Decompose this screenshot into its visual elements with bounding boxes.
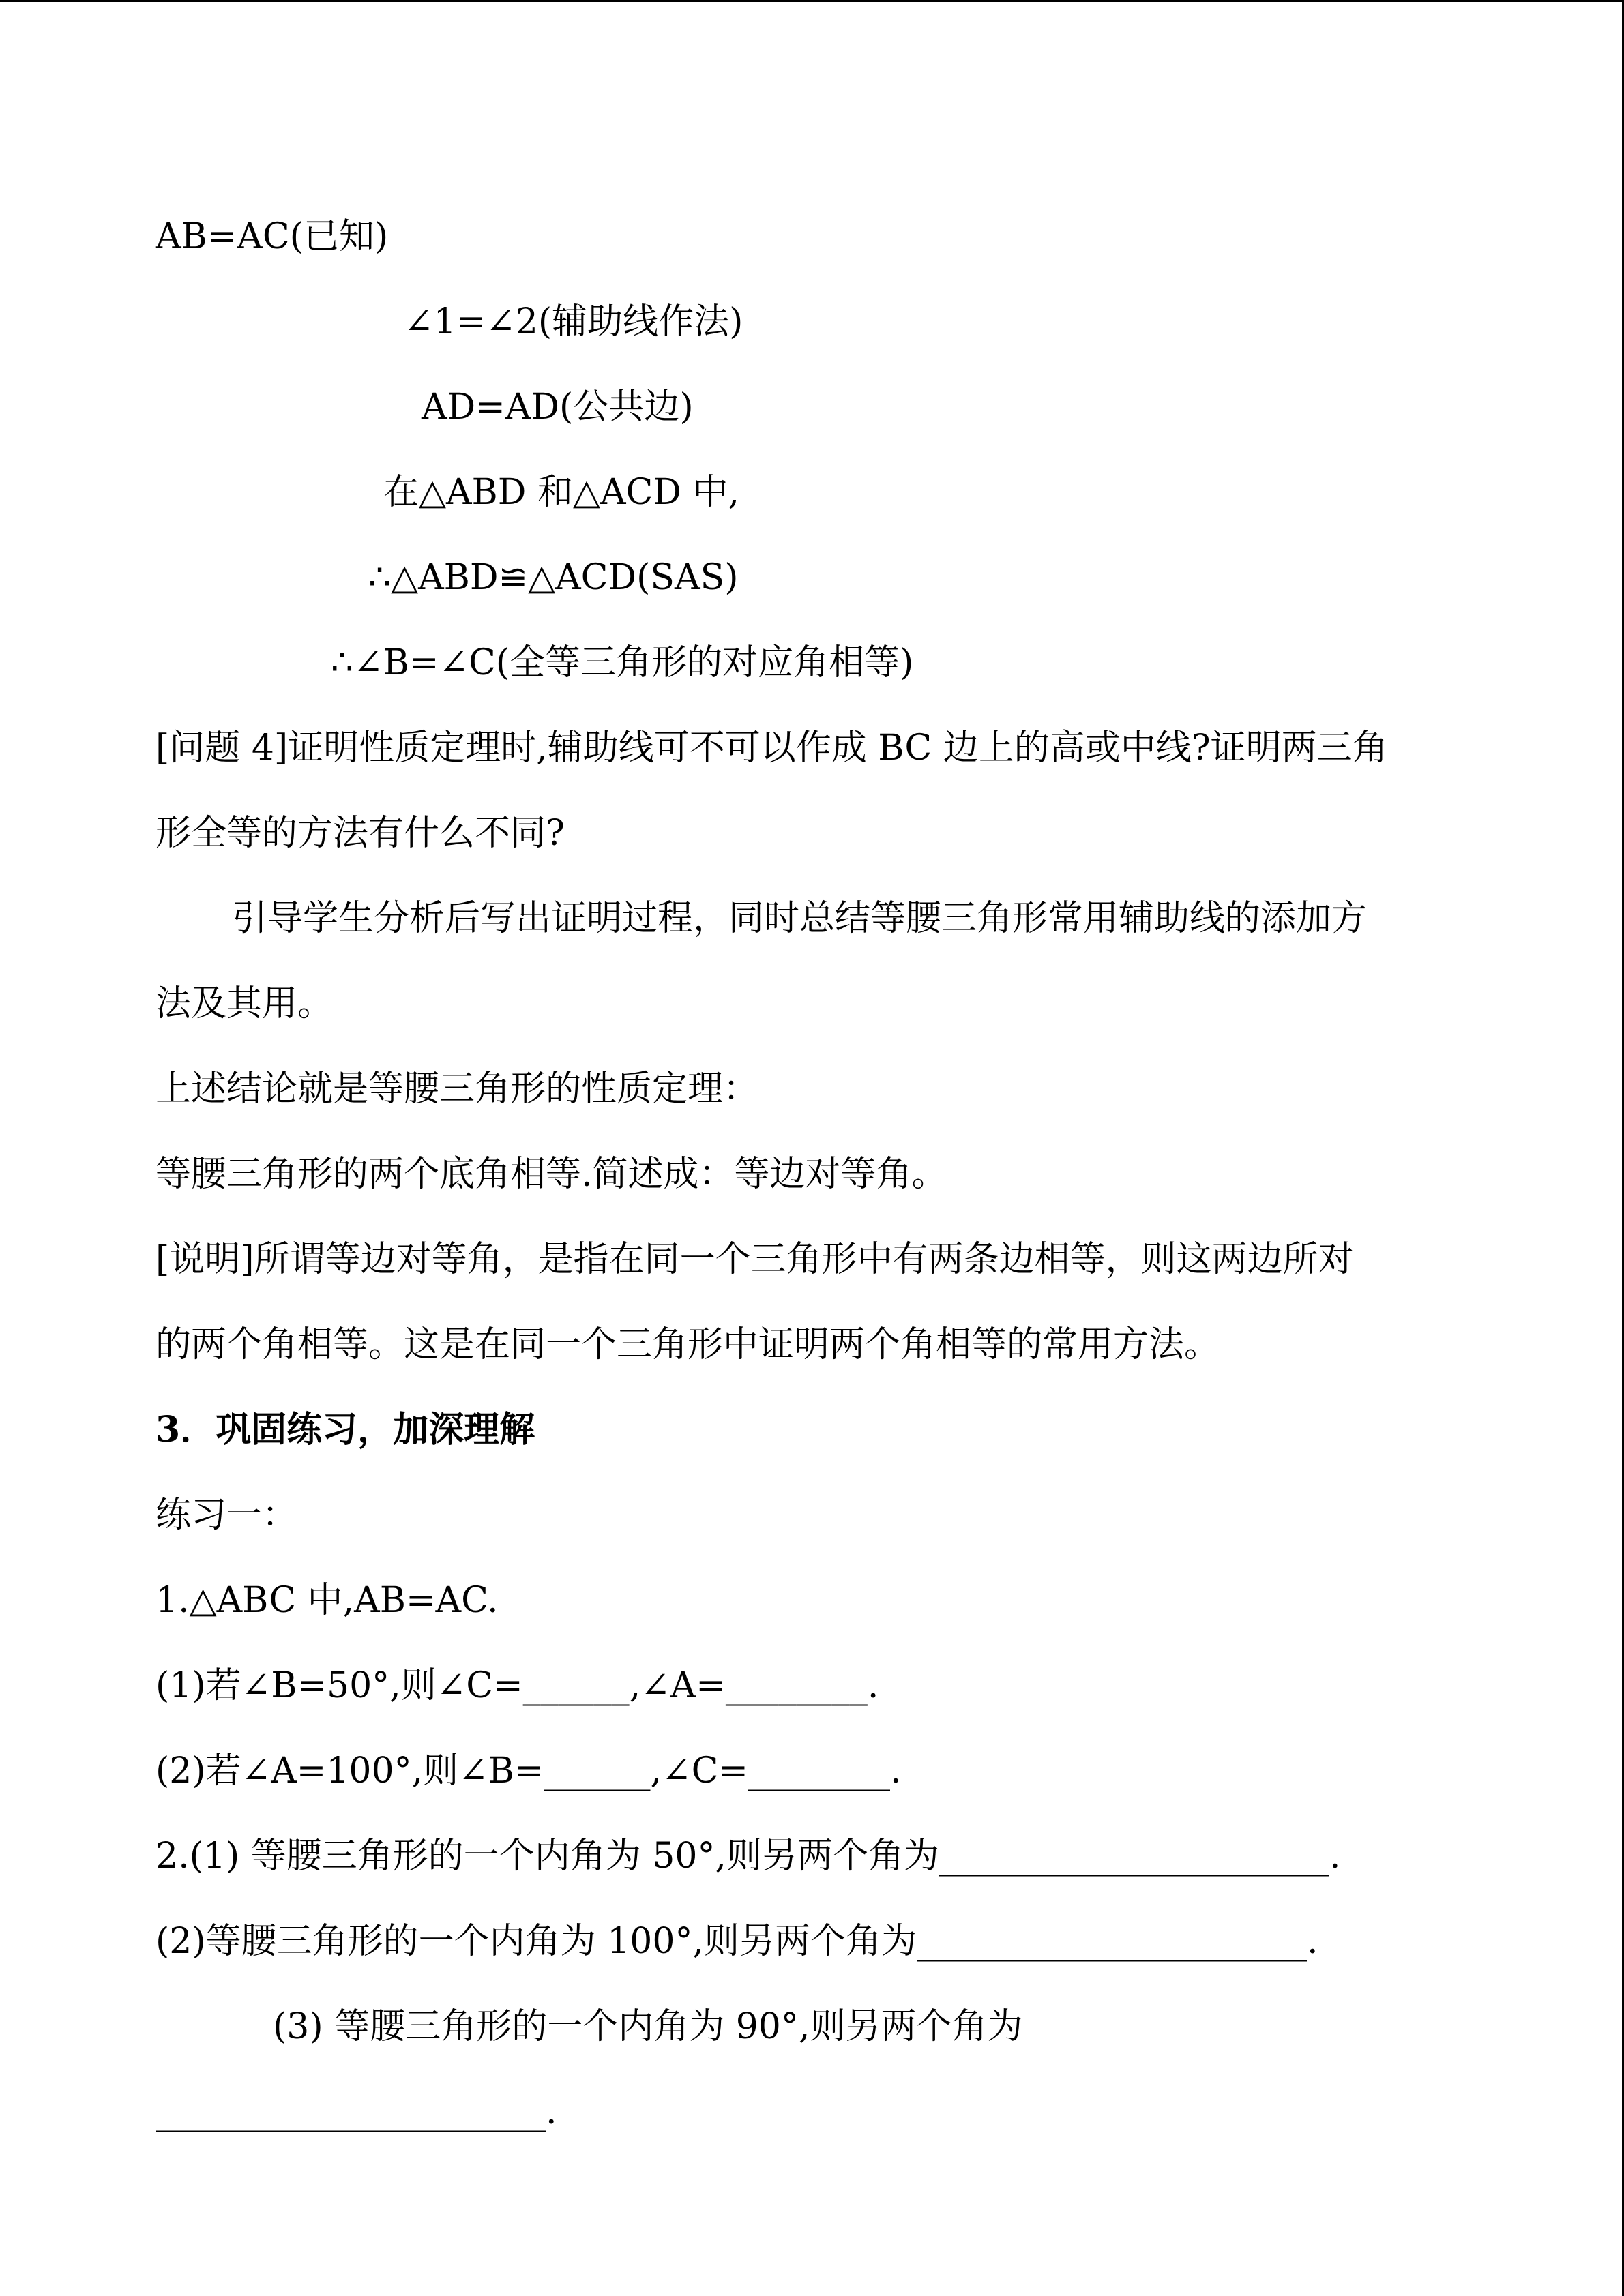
question-4-line-2: 形全等的方法有什么不同? [156, 813, 565, 854]
proof-line-ab-ac: AB=AC(已知) [156, 216, 389, 257]
exercise-1-part-1: (1)若∠B=50°,则∠C=______,∠A=________. [156, 1665, 879, 1706]
proof-line-congruent: ∴△ABD≌△ACD(SAS) [368, 557, 739, 598]
proof-line-conclusion: ∴∠B=∠C(全等三角形的对应角相等) [331, 642, 914, 683]
exercise-2-part-3-blank: ______________________. [156, 2091, 557, 2132]
explanation-line-1: [说明]所谓等边对等角，是指在同一个三角形中有两条边相等，则这两边所对 [156, 1239, 1354, 1280]
proof-line-in-triangles: 在△ABD 和△ACD 中, [383, 472, 740, 513]
section-heading-practice: 3．巩固练习，加深理解 [156, 1409, 535, 1450]
question-4-line-1: [问题 4]证明性质定理时,辅助线可不可以作成 BC 边上的高或中线?证明两三角 [156, 728, 1388, 769]
theorem-statement: 等腰三角形的两个底角相等.简述成：等边对等角。 [156, 1154, 947, 1195]
explanation-line-2: 的两个角相等。这是在同一个三角形中证明两个角相等的常用方法。 [156, 1324, 1220, 1365]
guidance-paragraph-line-2: 法及其用。 [156, 983, 334, 1024]
guidance-paragraph-line-1: 引导学生分析后写出证明过程，同时总结等腰三角形常用辅助线的添加方 [232, 898, 1368, 939]
exercise-one-label: 练习一： [156, 1495, 298, 1536]
proof-line-ad-ad: AD=AD(公共边) [422, 387, 694, 428]
exercise-2-part-1: 2.(1) 等腰三角形的一个内角为 50°,则另两个角为______________________. [156, 1836, 1341, 1877]
exercise-2-part-2: (2)等腰三角形的一个内角为 100°,则另两个角为______________________. [156, 1921, 1318, 1962]
page-border-top [0, 0, 1624, 2]
exercise-1-part-2: (2)若∠A=100°,则∠B=______,∠C=________. [156, 1750, 902, 1791]
theorem-intro: 上述结论就是等腰三角形的性质定理： [156, 1069, 759, 1109]
proof-line-angle1-angle2: ∠1=∠2(辅助线作法) [404, 301, 743, 342]
exercise-1-stem: 1.△ABC 中,AB=AC. [156, 1580, 499, 1621]
exercise-2-part-3: (3) 等腰三角形的一个内角为 90°,则另两个角为 [273, 2006, 1023, 2047]
